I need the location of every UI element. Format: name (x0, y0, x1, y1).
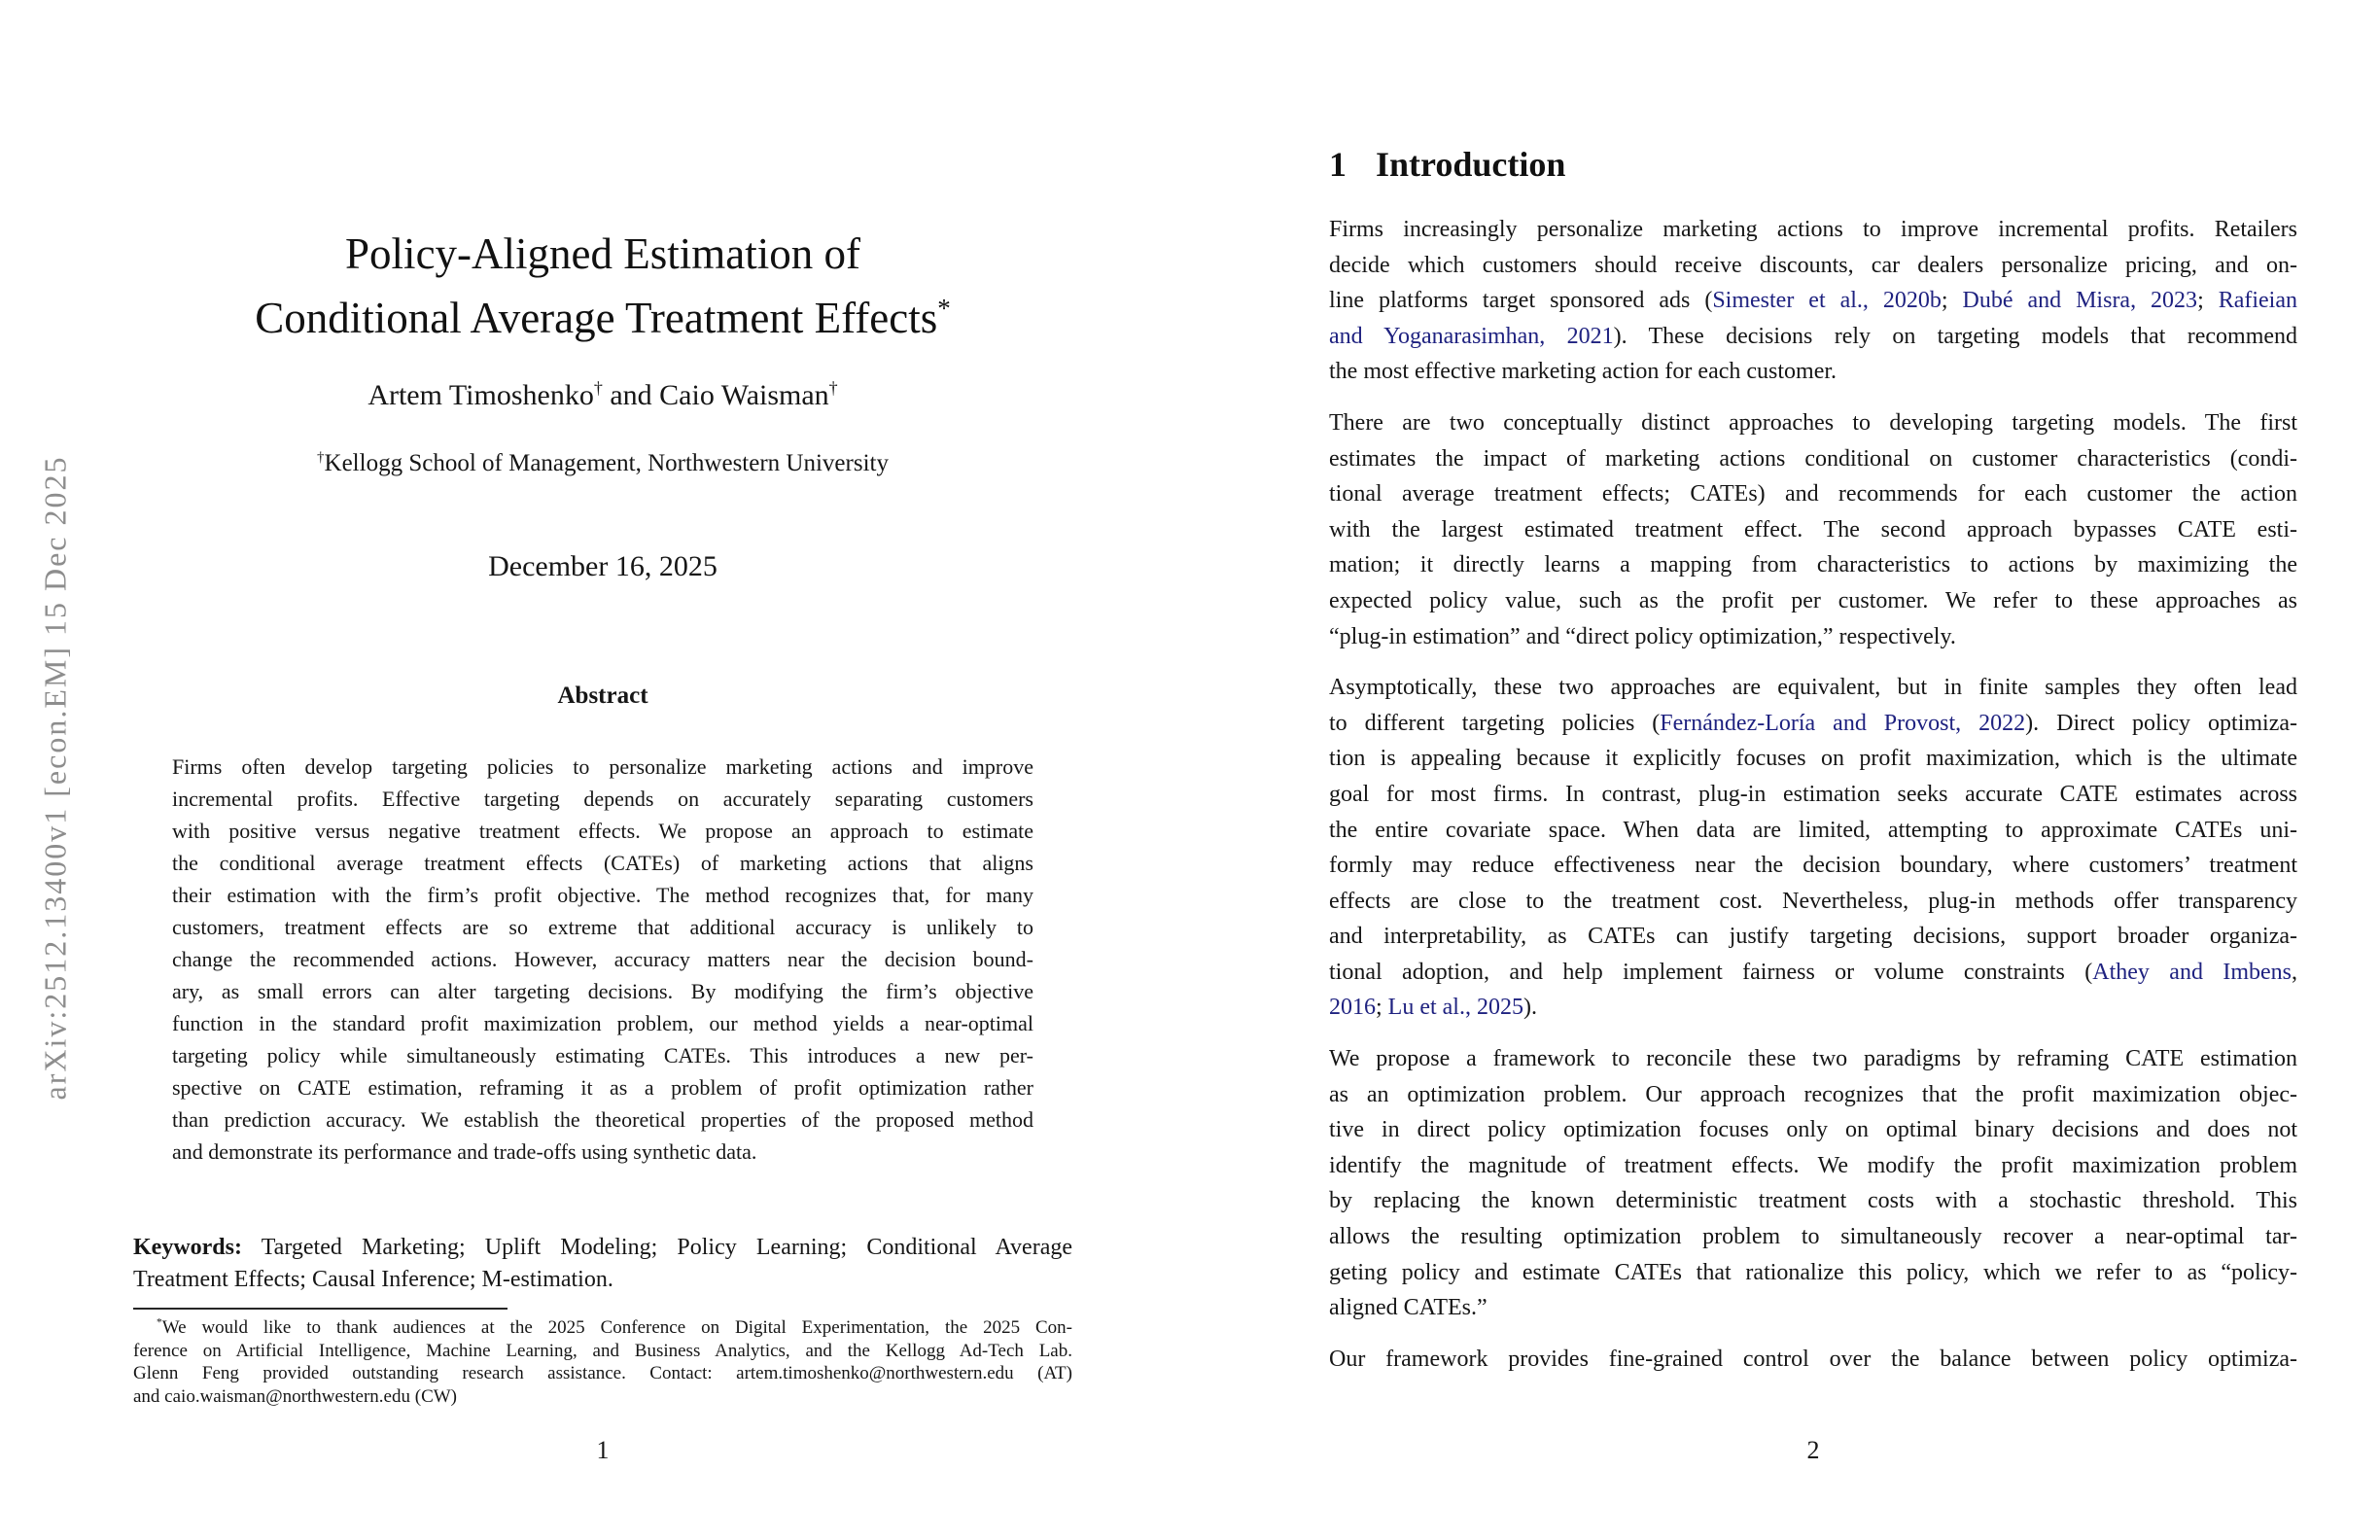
text-line (1329, 955, 2297, 991)
text-segment: Targeted Marketing; Uplift Modeling; Policy Learning; Conditional Average (241, 1235, 1072, 1260)
text-line: expected policy value, such as the profit per customer. We refer to these approaches as (1329, 587, 2297, 613)
text-line (1329, 283, 2297, 319)
section-heading (1329, 144, 1565, 185)
thanks-footnote (133, 1316, 1072, 1408)
text-line: Glenn Feng provided outstanding research assistance. Contact: artem.timoshenko@northwestern.edu (AT) (133, 1363, 1072, 1383)
text-line: Our framework provides fine-grained control over the balance between policy optimiza- (1329, 1346, 2297, 1372)
text-line (1329, 319, 2297, 355)
text-line (1329, 706, 2297, 742)
paragraph-2 (1329, 405, 2297, 654)
paragraph-5 (1329, 1342, 2297, 1378)
text-segment: line platforms target sponsored ads ( (1329, 288, 1713, 314)
text-line: ary, as small errors can alter targeting decisions. By modifying the firm’s objective (172, 979, 1033, 1003)
citation-link[interactable]: Fernández-Loría and Provost, 2022 (1660, 710, 2026, 736)
text-line (133, 1232, 1072, 1264)
text-line: change the recommended actions. However, accuracy matters near the decision bound- (172, 947, 1033, 971)
text-line: Treatment Effects; Causal Inference; M-estimation. (133, 1267, 613, 1292)
superscript-mark: † (317, 449, 325, 466)
text-line: effects are close to the treatment cost. Nevertheless, plug-in methods offer transparency (1329, 888, 2297, 914)
text-line: allows the resulting optimization problem to simultaneously recover a near-optimal tar- (1329, 1224, 2297, 1250)
text-line: function in the standard profit maximization problem, our method yields a near-optimal (172, 1011, 1033, 1035)
abstract-heading: Abstract (557, 682, 648, 709)
text-segment: Conditional Average Treatment Effects (255, 294, 938, 342)
section-number: 1 (1329, 145, 1347, 184)
text-line: targeting policy while simultaneously estimating CATEs. This introduces a new per- (172, 1043, 1033, 1068)
text-segment: and Caio Waisman (602, 379, 829, 411)
text-line: estimates the impact of marketing actions conditional on customer characteristics (condi- (1329, 445, 2297, 472)
text-line: as an optimization problem. Our approach recognizes that the profit maximization objec- (1329, 1081, 2297, 1107)
text-line: with the largest estimated treatment effect. The second approach bypasses CATE esti- (1329, 516, 2297, 542)
text-line (133, 1316, 1072, 1340)
section-title: Introduction (1376, 145, 1566, 184)
superscript-mark: * (937, 294, 951, 323)
affiliation (133, 450, 1072, 477)
text-line: We propose a framework to reconcile these two paradigms by reframing CATE estimation (1329, 1046, 2297, 1072)
citation-link[interactable]: 2016 (1329, 995, 1376, 1021)
citation-link[interactable]: Lu et al., 2025 (1387, 995, 1523, 1021)
text-line: and caio.waisman@northwestern.edu (CW) (133, 1385, 458, 1407)
text-segment: ). These decisions rely on targeting models that recommend (1613, 323, 2298, 349)
text-segment: Keywords: (133, 1235, 242, 1260)
title-line-1: Policy-Aligned Estimation of (345, 229, 860, 278)
text-line: tive in direct policy optimization focuses only on optimal binary decisions and does not (1329, 1117, 2297, 1143)
text-line: Firms often develop targeting policies to personalize marketing actions and improve (172, 754, 1033, 779)
text-line: There are two conceptually distinct approaches to developing targeting models. The first (1329, 409, 2297, 436)
text-line: the most effective marketing action for each customer. (1329, 359, 1838, 385)
arxiv-watermark: arXiv:2512.13400v1 [econ.EM] 15 Dec 2025 (37, 455, 73, 1101)
text-line: and demonstrate its performance and trade-offs using synthetic data. (172, 1139, 757, 1164)
text-line: spective on CATE estimation, reframing it as a problem of profit optimization rather (172, 1075, 1033, 1100)
text-line: and interpretability, as CATEs can justify targeting decisions, support broader organiza- (1329, 924, 2297, 950)
text-line: “plug-in estimation” and “direct policy optimization,” respectively. (1329, 623, 1956, 649)
superscript-mark: * (157, 1316, 162, 1329)
page-number-1: 1 (596, 1436, 610, 1464)
text-line: the conditional average treatment effects (CATEs) of marketing actions that aligns (172, 851, 1033, 875)
page-2 (1190, 0, 2380, 1540)
text-line: decide which customers should receive discounts, car dealers personalize pricing, and on- (1329, 252, 2297, 278)
authors (133, 379, 1072, 412)
title-line-2 (125, 286, 1080, 350)
text-line: mation; it directly learns a mapping from characteristics to actions by maximizing the (1329, 552, 2297, 578)
text-line: Firms increasingly personalize marketing actions to improve incremental profits. Retailers (1329, 217, 2297, 242)
text-line: Asymptotically, these two approaches are equivalent, but in finite samples they often lead (1329, 675, 2297, 701)
text-segment: We would like to thank audiences at the 2025 Conference on Digital Experimentation, the 2025 Con- (161, 1317, 1072, 1338)
superscript-mark: † (828, 378, 838, 398)
citation-link[interactable]: Simester et al., 2020b (1712, 288, 1942, 314)
text-segment: ; (1941, 288, 1963, 314)
text-line: than prediction accuracy. We establish the theoretical properties of the proposed method (172, 1107, 1033, 1132)
text-line: incremental profits. Effective targeting depends on accurately separating customers (172, 787, 1033, 811)
text-line: the entire covariate space. When data are limited, attempting to approximate CATEs uni- (1329, 817, 2297, 843)
paragraph-1 (1329, 212, 2297, 390)
keywords (133, 1232, 1072, 1296)
text-segment: ; (1376, 995, 1388, 1021)
paragraph-4 (1329, 1041, 2297, 1326)
text-line: goal for most firms. In contrast, plug-in estimation seeks accurate CATE estimates across (1329, 781, 2297, 807)
page-number-2: 2 (1806, 1436, 1820, 1464)
text-line: with positive versus negative treatment effects. We propose an approach to estimate (172, 819, 1033, 843)
text-line: tional average treatment effects; CATEs) and recommends for each customer the action (1329, 481, 2297, 508)
text-line: tion is appealing because it explicitly focuses on profit maximization, which is the ultimate (1329, 746, 2297, 772)
citation-link[interactable]: and Yoganarasimhan, 2021 (1329, 323, 1614, 349)
paragraph-3 (1329, 670, 2297, 1026)
paper-title (125, 222, 1080, 350)
superscript-mark: † (593, 378, 603, 398)
citation-link[interactable]: Athey and Imbens (2092, 959, 2292, 985)
text-line: formly may reduce effectiveness near the decision boundary, where customers’ treatment (1329, 853, 2297, 879)
abstract-text (172, 751, 1033, 1168)
text-line: aligned CATEs.” (1329, 1295, 1488, 1321)
text-line: ference on Artificial Intelligence, Machine Learning, and Business Analytics, and the Kellogg Ad-Tech Lab. (133, 1340, 1072, 1361)
date: December 16, 2025 (488, 550, 718, 582)
text-segment: Artem Timoshenko (368, 379, 594, 411)
text-segment: ). (1522, 995, 1537, 1021)
citation-link[interactable]: Rafieian (2218, 288, 2297, 314)
text-line (1329, 990, 2297, 1026)
text-segment: tional adoption, and help implement fairness or volume constraints ( (1329, 959, 2093, 985)
text-segment: ). Direct policy optimiza- (2025, 710, 2297, 736)
introduction-text (1329, 212, 2297, 1392)
text-line: geting policy and estimate CATEs that rationalize this policy, which we refer to as “policy- (1329, 1259, 2297, 1285)
text-segment: Kellogg School of Management, Northwestern University (324, 450, 889, 476)
text-line: their estimation with the firm’s profit objective. The method recognizes that, for many (172, 883, 1033, 907)
citation-link[interactable]: Dubé and Misra, 2023 (1962, 288, 2198, 314)
text-line: customers, treatment effects are so extreme that additional accuracy is unlikely to (172, 915, 1033, 939)
text-segment: , (2291, 959, 2297, 985)
text-segment: to different targeting policies ( (1329, 710, 1661, 736)
footnote-rule (133, 1308, 508, 1310)
text-segment: ; (2197, 288, 2219, 314)
text-line: identify the magnitude of treatment effects. We modify the profit maximization problem (1329, 1152, 2297, 1178)
text-line: by replacing the known deterministic treatment costs with a stochastic threshold. This (1329, 1188, 2297, 1214)
